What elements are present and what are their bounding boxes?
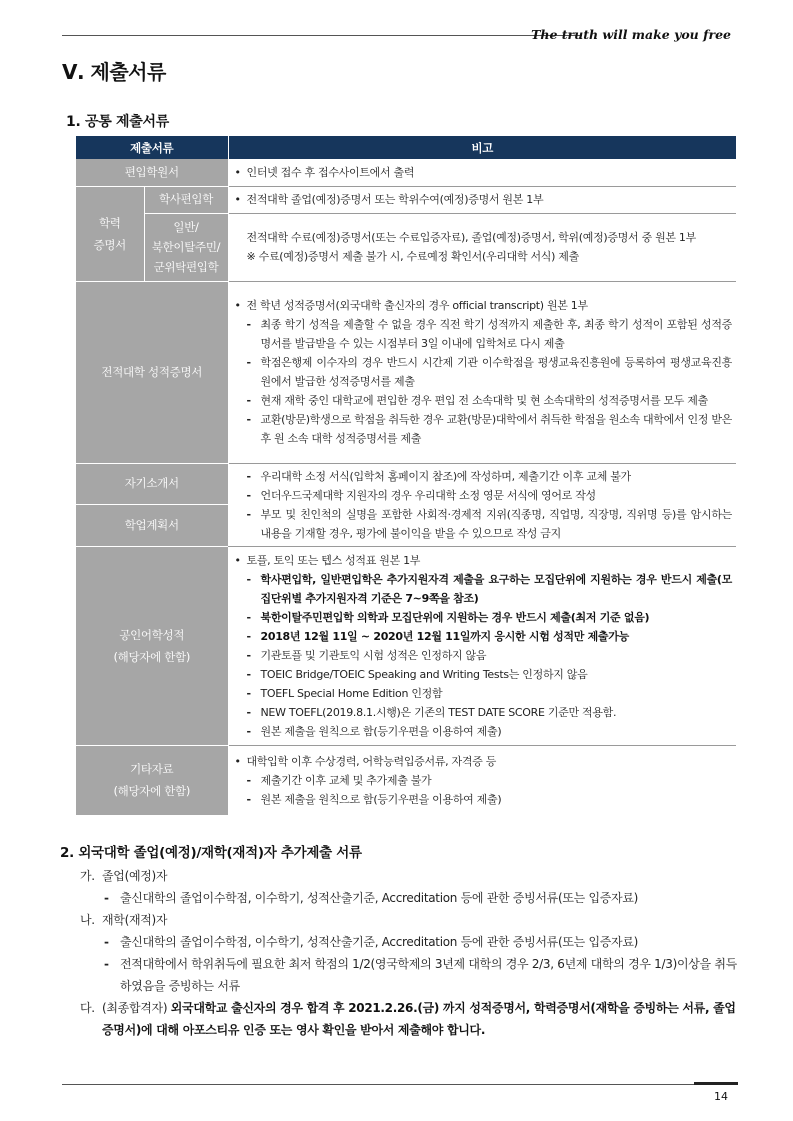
footer-rule <box>62 1084 738 1085</box>
row-label-others: 기타자료 (해당자에 한함) <box>76 745 228 815</box>
row-label-degree: 학력 증명서 <box>76 186 144 281</box>
row-body-bachelor: • 전적대학 졸업(예정)증명서 또는 학위수여(예정)증명서 원본 1부 <box>228 186 736 213</box>
table-row <box>76 159 736 186</box>
header-remarks: 비고 <box>228 136 736 159</box>
da-prefix: (최종합격자) <box>102 1001 168 1015</box>
section-foreign-university <box>60 842 740 1041</box>
table-header-row <box>76 136 736 159</box>
row-label-transcript: 전적대학 성적증명서 <box>76 281 228 463</box>
row-body-general: 전적대학 수료(예정)증명서(또는 수료입증자료), 졸업(예정)증명서, 학위(예정)증명서 중 원본 1부 ※ 수료(예정)증명서 제출 불가 시, 수료예정 확인서(우리대학 서식) 제출 <box>228 213 736 281</box>
subsection-title: 1. 공통 제출서류 <box>66 114 169 130</box>
section2-title: 2. 외국대학 졸업(예정)/재학(재적)자 추가제출 서류 <box>60 845 362 861</box>
row-label-study-plan: 학업계획서 <box>76 505 228 547</box>
list-item-da: 다. (최종합격자) 외국대학교 출신자의 경우 합격 후 2021.2.26.(금) 까지 성적증명서, 학력증명서(재학을 증빙하는 서류, 졸업증명서)에 대해 아포스티유 인증 또는 영사 확인을 받아서 제출해야 합니다. <box>80 1001 736 1037</box>
documents-table <box>76 136 736 815</box>
list-item-na: 나. 재학(재적)자 <box>80 913 168 927</box>
row-label-self-intro: 자기소개서 <box>76 463 228 505</box>
row-label-general: 일반/ 북한이탈주민/ 군위탁편입학 <box>144 213 228 281</box>
table-row <box>76 213 736 281</box>
row-body-application: • 인터넷 접수 후 접수사이트에서 출력 <box>228 159 736 186</box>
header-motto: The truth will make you free <box>531 27 731 42</box>
footer-tab <box>694 1082 738 1085</box>
table-row <box>76 281 736 463</box>
table-row <box>76 186 736 213</box>
row-label-bachelor: 학사편입학 <box>144 186 228 213</box>
row-body-essays: - 우리대학 소정 서식(입학처 홈페이지 참조)에 작성하며, 제출기간 이후 교체 불가 - 언더우드국제대학 지원자의 경우 우리대학 소정 영문 서식에 영어로 작성 - 부모 및 친인척의 실명을 포함한 사회적·경제적 지위(직종명, 직업명, 직장명, 직위명 등)를 암시하는 내용을 기재할 경우, 평가에 불이익을 받을 수 있으므로 작성 금지 <box>228 463 736 546</box>
row-label-language: 공인어학성적 (해당자에 한함) <box>76 546 228 745</box>
table-row <box>76 745 736 815</box>
list-item: - 출신대학의 졸업이수학점, 이수학기, 성적산출기준, Accreditation 등에 관한 증빙서류(또는 입증자료) <box>104 891 638 905</box>
row-body-others: • 대학입학 이후 수상경력, 어학능력입증서류, 자격증 등 - 제출기간 이후 교체 및 추가제출 불가 - 원본 제출을 원칙으로 함(등기우편을 이용하여 제출) <box>228 745 736 815</box>
list-item: - 출신대학의 졸업이수학점, 이수학기, 성적산출기준, Accreditation 등에 관한 증빙서류(또는 입증자료) <box>104 935 638 949</box>
section-title: Ⅴ. 제출서류 <box>62 60 166 84</box>
header-rule <box>62 35 582 36</box>
table-row <box>76 546 736 745</box>
list-item: - 전적대학에서 학위취득에 필요한 최저 학점의 1/2(영국학제의 3년제 대학의 경우 2/3, 6년제 대학의 경우 1/3)이상을 취득하였음을 증빙하는 서류 <box>104 957 737 993</box>
header-documents: 제출서류 <box>76 136 228 159</box>
row-body-language: • 토플, 토익 또는 텝스 성적표 원본 1부 - 학사편입학, 일반편입학은 추가지원자격 제출을 요구하는 모집단위에 지원하는 경우 반드시 제출(모집단위별 추가지원자격 기준은 7~9쪽을 참조) - 북한이탈주민편입학 의학과 모집단위에 지원하는 경우 반드시 제출(최저 기준 없음) - 2018년 12월 11일 ~ 2020년 12월 11일까지 응시한 시험 성적만 제출가능 - 기관토플 및 기관토익 시험 성적은 인정하지 않음 - TOEIC Bridge/TOEIC Speaking and Writing Tests는 인정하지 않음 - TOEFL Special Home Edition 인정함 - NEW TOEFL(2019.8.1.시행)은 기존의 TEST DATE SCORE 기준만 적용함. - 원본 제출을 원칙으로 함(등기우편을 이용하여 제출) <box>228 546 736 745</box>
row-label-application: 편입학원서 <box>76 159 228 186</box>
table-row <box>76 463 736 505</box>
da-notice: 외국대학교 출신자의 경우 합격 후 2021.2.26.(금) 까지 성적증명서, 학력증명서(재학을 증빙하는 서류, 졸업증명서)에 대해 아포스티유 인증 또는 영사 확인을 받아서 제출해야 합니다. <box>102 1001 736 1037</box>
page-number: 14 <box>714 1090 728 1103</box>
list-item-ga: 가. 졸업(예정)자 <box>80 869 168 883</box>
row-body-transcript: • 전 학년 성적증명서(외국대학 출신자의 경우 official transcript) 원본 1부 - 최종 학기 성적을 제출할 수 없을 경우 직전 학기 성적까지 제출한 후, 최종 학기 성적이 포함된 성적증명서를 발급받을 수 있는 시점부터 3일 이내에 입학처로 다시 제출 - 학점은행제 이수자의 경우 반드시 시간제 기관 이수학점을 평생교육진흥원에 등록하여 평생교육진흥원에서 발급한 성적증명서를 제출 - 현재 재학 중인 대학교에 편입한 경우 편입 전 소속대학 및 현 소속대학의 성적증명서를 모두 제출 - 교환(방문)학생으로 학점을 취득한 경우 교환(방문)대학에서 취득한 학점을 원소속 대학에서 인정 받은 후 원 소속 대학 성적증명서를 제출 <box>228 281 736 463</box>
